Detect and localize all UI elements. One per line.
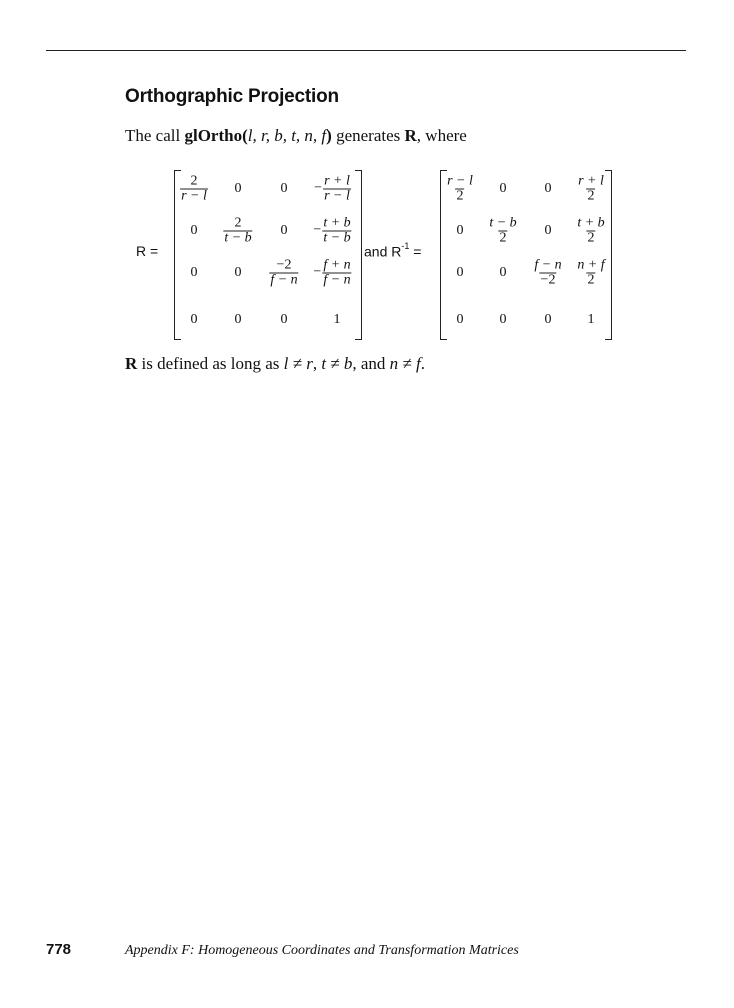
matrix-r-cell-denominator: f − n (270, 272, 298, 288)
matrix-r-cell-value: 1 (333, 312, 341, 327)
header-rule (46, 50, 686, 51)
matrix-r-inverse-cell-value: 0 (499, 312, 507, 327)
matrix-r-inverse-cell-numerator: r − l (447, 173, 473, 189)
matrix-r-inverse-cell-r1c4 (577, 175, 605, 204)
matrix-r-cell-r2c1 (191, 223, 198, 239)
matrix-r-inverse-cell-value: 0 (456, 223, 464, 238)
condition-2: t ≠ b (321, 354, 353, 373)
matrix-r-cell-numerator: 2 (190, 173, 198, 189)
matrix-r-inverse-cell-r1c1 (446, 175, 474, 204)
matrix-r-inverse-cell-value: 0 (544, 181, 552, 196)
matrix-r-inverse-cell-r1c2 (500, 181, 507, 197)
matrix-r-cell-r1c4 (314, 173, 351, 204)
inverse-equals: = (413, 243, 422, 260)
matrix-r-inverse-cell-value: 0 (499, 181, 507, 196)
matrix-r-inverse-cell-denominator: 2 (587, 230, 595, 246)
matrix-r-inverse-cell-r1c3 (545, 181, 552, 197)
intro-mid: generates (331, 126, 405, 145)
condition-sep-1: , (312, 354, 322, 373)
matrix-r-inverse-cell-r2c2 (488, 217, 517, 246)
matrix-r-cell-r3c2 (235, 265, 242, 281)
matrix-r-inverse-cell-value: 0 (499, 265, 507, 280)
matrix-r-cell-r3c3 (269, 259, 298, 288)
function-close: ) (326, 126, 332, 145)
condition-pre: is defined as long as (137, 354, 284, 373)
matrix-r-cell-value: 0 (190, 223, 198, 238)
matrix-r-cell-r2c3 (281, 223, 288, 239)
matrix-r-cell-sign: − (313, 222, 322, 238)
condition-end: . (420, 354, 425, 373)
matrix-r-cell-denominator: r − l (181, 188, 207, 204)
matrix-r-inverse-cell-r2c3 (545, 223, 552, 239)
matrix-r-cell-numerator: t + b (323, 215, 351, 231)
matrix-r-cell-r1c1 (180, 175, 208, 204)
matrix-r-cell-value: 0 (234, 181, 242, 196)
matrix-r-cell-r4c3 (281, 312, 288, 328)
matrix-r-inverse-cell-numerator: r + l (578, 173, 604, 189)
matrix-r-cell-value: 0 (280, 223, 288, 238)
matrix-r-inverse-cell-r3c4 (576, 259, 605, 288)
matrix-r-inverse-cell-r2c4 (576, 217, 605, 246)
matrix-r-inverse-cell-numerator: t − b (489, 215, 517, 231)
condition-3: n ≠ f (389, 354, 421, 373)
matrix-r-inverse-cell-r4c4 (588, 312, 595, 328)
matrix-r-inverse-cell-r4c1 (457, 312, 464, 328)
matrix-r-cell-r2c4 (313, 215, 351, 246)
matrix-r-cell-numerator: f + n (323, 257, 351, 273)
definition-condition (125, 354, 425, 374)
matrix-r-cell-value: 0 (190, 265, 198, 280)
matrix-r-inverse-cell-numerator: t + b (577, 215, 605, 231)
matrix-r-cell-r1c2 (235, 181, 242, 197)
and-r-inverse-label (364, 243, 421, 260)
matrix-r-inverse-cell-r4c3 (545, 312, 552, 328)
matrix-r-cell-r4c2 (235, 312, 242, 328)
matrix-r-inverse-cell-value: 0 (544, 312, 552, 327)
matrix-r-inverse-cell-r4c2 (500, 312, 507, 328)
matrix-name: R (404, 126, 417, 145)
matrix-r-inverse-cell-denominator: 2 (587, 272, 595, 288)
function-name: glOrtho( (184, 126, 248, 145)
matrix-r-cell-r3c1 (191, 265, 198, 281)
matrix-r-inverse-cell-numerator: n + f (577, 257, 605, 273)
matrix-r-inverse-cell-denominator: 2 (587, 188, 595, 204)
matrix-r-cell-r3c4 (313, 257, 351, 288)
intro-post: , where (416, 126, 467, 145)
condition-1: l ≠ r (283, 354, 313, 373)
matrix-r-cell-denominator: t − b (323, 230, 351, 246)
matrix-r-cell-value: 0 (234, 265, 242, 280)
matrix-r-inverse-cell-value: 1 (587, 312, 595, 327)
matrix-r-cell-denominator: r − l (324, 188, 350, 204)
and-text: and R (364, 243, 402, 260)
intro-pre: The call (125, 126, 185, 145)
page-number: 778 (46, 941, 72, 958)
matrix-r-inverse-cell-r3c1 (457, 265, 464, 281)
function-params: l, r, b, t, n, f (247, 126, 327, 145)
inverse-superscript: -1 (401, 241, 410, 251)
running-title: Appendix F: Homogeneous Coordinates and Transformation Matrices (125, 943, 519, 958)
matrix-r-inverse-cell-value: 0 (456, 312, 464, 327)
matrix-r-inverse-cell-value: 0 (544, 223, 552, 238)
matrix-r-cell-value: 0 (234, 312, 242, 327)
matrix-r-cell-denominator: t − b (224, 230, 252, 246)
matrix-r-inverse-cell-value: 0 (456, 265, 464, 280)
matrix-r-cell-value: 0 (280, 312, 288, 327)
matrix-r-cell-r4c4 (334, 312, 341, 328)
matrix-r-cell-numerator: r + l (324, 173, 350, 189)
matrix-r-cell-numerator: 2 (234, 215, 242, 231)
matrix-r-right-bracket (355, 170, 362, 340)
matrix-r-cell-numerator: −2 (276, 257, 292, 273)
matrix-r-cell-r4c1 (191, 312, 198, 328)
section-heading: Orthographic Projection (125, 86, 339, 107)
matrix-r-inverse-cell-r3c3 (533, 259, 562, 288)
matrix-r-inverse-cell-denominator: 2 (499, 230, 507, 246)
matrix-r-cell-r1c3 (281, 181, 288, 197)
matrix-r-inverse (440, 170, 612, 340)
matrix-r-cell-sign: − (314, 180, 323, 196)
matrix-r-inverse-right-bracket (605, 170, 612, 340)
matrix-r-cell-denominator: f − n (323, 272, 351, 288)
matrix-r-inverse-cell-numerator: f − n (534, 257, 562, 273)
matrix-r-cell-value: 0 (280, 181, 288, 196)
r-equals-label: R = (136, 243, 159, 259)
condition-sep-2: , and (352, 354, 390, 373)
condition-matrix-name: R (125, 354, 138, 373)
intro-sentence (125, 126, 467, 146)
matrix-r-cell-sign: − (313, 264, 322, 280)
matrix-r-cell-value: 0 (190, 312, 198, 327)
matrix-r-inverse-cell-r2c1 (457, 223, 464, 239)
matrix-r-inverse-cell-denominator: −2 (540, 272, 556, 288)
matrix-r-inverse-cell-r3c2 (500, 265, 507, 281)
matrix-r (174, 170, 362, 340)
matrix-r-inverse-cell-denominator: 2 (456, 188, 464, 204)
matrix-r-cell-r2c2 (223, 217, 252, 246)
